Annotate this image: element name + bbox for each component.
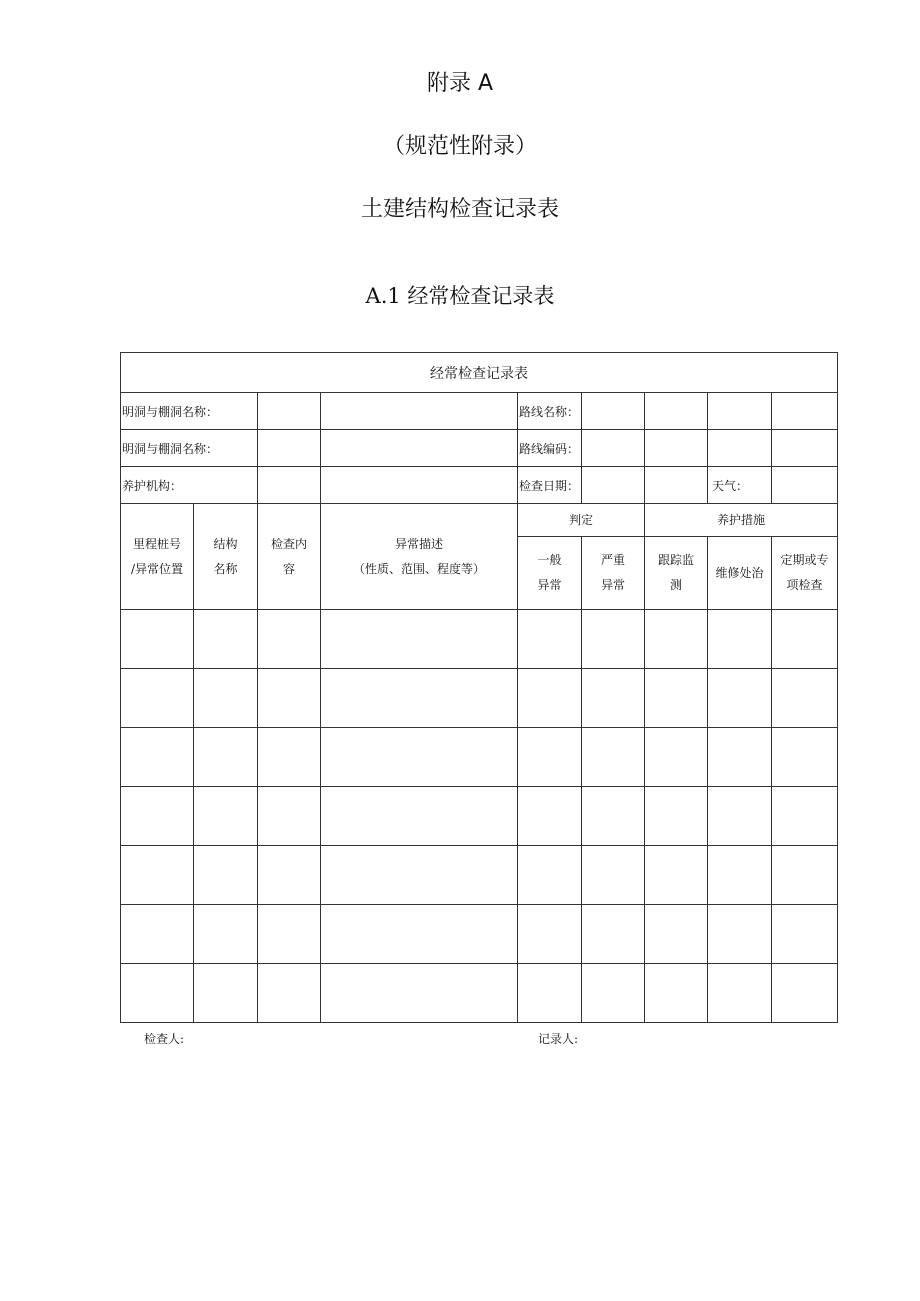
- route-name-value-4[interactable]: [772, 393, 838, 430]
- row-cell[interactable]: [258, 669, 321, 728]
- row-cell[interactable]: [772, 610, 838, 669]
- table-row: [121, 669, 838, 728]
- row-cell[interactable]: [708, 846, 772, 905]
- route-name-value-3[interactable]: [708, 393, 772, 430]
- row-cell[interactable]: [258, 905, 321, 964]
- table-row: [121, 846, 838, 905]
- table-title: 经常检查记录表: [121, 353, 838, 393]
- table-row: [121, 728, 838, 787]
- row-cell[interactable]: [772, 728, 838, 787]
- row-cell[interactable]: [194, 669, 258, 728]
- row-cell[interactable]: [194, 610, 258, 669]
- row-cell[interactable]: [582, 846, 645, 905]
- row-cell[interactable]: [708, 787, 772, 846]
- judgement-header: 判定: [518, 504, 645, 537]
- row-cell[interactable]: [708, 669, 772, 728]
- row-cell[interactable]: [645, 669, 708, 728]
- mileage-header: 里程桩号 /异常位置: [121, 504, 194, 610]
- structure-name-header: 结构 名称: [194, 504, 258, 610]
- inspection-content-header: 检查内 容: [258, 504, 321, 610]
- section-title: A.1 经常检查记录表: [365, 284, 555, 308]
- row-cell[interactable]: [645, 964, 708, 1023]
- table-row: [121, 610, 838, 669]
- row-cell[interactable]: [708, 728, 772, 787]
- row-cell[interactable]: [258, 846, 321, 905]
- recorder-signature-label: 记录人:: [538, 1032, 579, 1046]
- row-cell[interactable]: [582, 964, 645, 1023]
- general-anomaly-header: 一般 异常: [518, 537, 582, 610]
- table-row: [121, 964, 838, 1023]
- row-cell[interactable]: [321, 610, 518, 669]
- row-cell[interactable]: [645, 610, 708, 669]
- row-cell[interactable]: [258, 964, 321, 1023]
- row-cell[interactable]: [518, 728, 582, 787]
- row-cell[interactable]: [645, 728, 708, 787]
- tunnel-name-value[interactable]: [258, 393, 321, 430]
- row-cell[interactable]: [582, 728, 645, 787]
- row-cell[interactable]: [194, 964, 258, 1023]
- row-cell[interactable]: [258, 728, 321, 787]
- repair-treatment-header: 维修处治: [708, 537, 772, 610]
- row-cell[interactable]: [582, 787, 645, 846]
- row-cell[interactable]: [708, 964, 772, 1023]
- tunnel-name-label: 明洞与棚洞名称：: [121, 393, 258, 430]
- inspection-record-table: [120, 352, 838, 1023]
- row-cell[interactable]: [321, 787, 518, 846]
- row-cell[interactable]: [121, 964, 194, 1023]
- normative-appendix-note: （规范性附录）: [382, 134, 537, 159]
- inspector-signature-label: 检查人:: [144, 1032, 185, 1046]
- row-cell[interactable]: [258, 610, 321, 669]
- row-cell[interactable]: [321, 728, 518, 787]
- row-cell[interactable]: [518, 846, 582, 905]
- route-code-value-2[interactable]: [645, 430, 708, 467]
- row-cell[interactable]: [582, 610, 645, 669]
- route-name-label: 路线名称：: [518, 393, 582, 430]
- info-row: [121, 430, 838, 467]
- maintenance-measures-header: 养护措施: [645, 504, 838, 537]
- tunnel-name-label-2: 明洞与棚洞名称：: [121, 430, 258, 467]
- row-cell[interactable]: [772, 905, 838, 964]
- maintenance-agency-value-extra[interactable]: [321, 467, 518, 504]
- row-cell[interactable]: [194, 728, 258, 787]
- row-cell[interactable]: [194, 787, 258, 846]
- inspection-date-value-2[interactable]: [645, 467, 708, 504]
- row-cell[interactable]: [645, 787, 708, 846]
- info-row: [121, 467, 838, 504]
- row-cell[interactable]: [121, 610, 194, 669]
- row-cell[interactable]: [321, 905, 518, 964]
- row-cell[interactable]: [121, 846, 194, 905]
- row-cell[interactable]: [518, 610, 582, 669]
- row-cell[interactable]: [582, 905, 645, 964]
- weather-value[interactable]: [772, 467, 838, 504]
- header-row: [121, 504, 838, 537]
- row-cell[interactable]: [121, 728, 194, 787]
- row-cell[interactable]: [518, 905, 582, 964]
- row-cell[interactable]: [258, 787, 321, 846]
- row-cell[interactable]: [772, 964, 838, 1023]
- route-code-value-3[interactable]: [708, 430, 772, 467]
- weather-label: 天气：: [708, 467, 772, 504]
- row-cell[interactable]: [518, 964, 582, 1023]
- row-cell[interactable]: [194, 846, 258, 905]
- row-cell[interactable]: [645, 846, 708, 905]
- row-cell[interactable]: [518, 669, 582, 728]
- row-cell[interactable]: [121, 669, 194, 728]
- row-cell[interactable]: [121, 787, 194, 846]
- route-code-label: 路线编码：: [518, 430, 582, 467]
- row-cell[interactable]: [772, 846, 838, 905]
- row-cell[interactable]: [772, 787, 838, 846]
- route-code-value-4[interactable]: [772, 430, 838, 467]
- route-name-value[interactable]: [582, 393, 645, 430]
- tunnel-name-value-extra[interactable]: [321, 393, 518, 430]
- periodic-inspection-header: 定期或专 项检查: [772, 537, 838, 610]
- row-cell[interactable]: [321, 964, 518, 1023]
- anomaly-description-header: 异常描述 （性质、范围、程度等）: [321, 504, 518, 610]
- tracking-monitoring-header: 跟踪监 测: [645, 537, 708, 610]
- table-row: [121, 787, 838, 846]
- route-name-value-2[interactable]: [645, 393, 708, 430]
- maintenance-agency-value[interactable]: [258, 467, 321, 504]
- row-cell[interactable]: [582, 669, 645, 728]
- route-code-value[interactable]: [582, 430, 645, 467]
- info-row: [121, 393, 838, 430]
- row-cell[interactable]: [708, 610, 772, 669]
- table-row: [121, 905, 838, 964]
- row-cell[interactable]: [645, 905, 708, 964]
- severe-anomaly-header: 严重 异常: [582, 537, 645, 610]
- row-cell[interactable]: [708, 905, 772, 964]
- tunnel-name-value-2[interactable]: [258, 430, 321, 467]
- row-cell[interactable]: [518, 787, 582, 846]
- appendix-heading: 附录 A: [426, 71, 494, 96]
- maintenance-agency-label: 养护机构：: [121, 467, 258, 504]
- row-cell[interactable]: [321, 846, 518, 905]
- inspection-date-value[interactable]: [582, 467, 645, 504]
- tunnel-name-value-2-extra[interactable]: [321, 430, 518, 467]
- row-cell[interactable]: [321, 669, 518, 728]
- row-cell[interactable]: [121, 905, 194, 964]
- row-cell[interactable]: [772, 669, 838, 728]
- document-title: 土建结构检查记录表: [360, 197, 559, 222]
- row-cell[interactable]: [194, 905, 258, 964]
- inspection-date-label: 检查日期：: [518, 467, 582, 504]
